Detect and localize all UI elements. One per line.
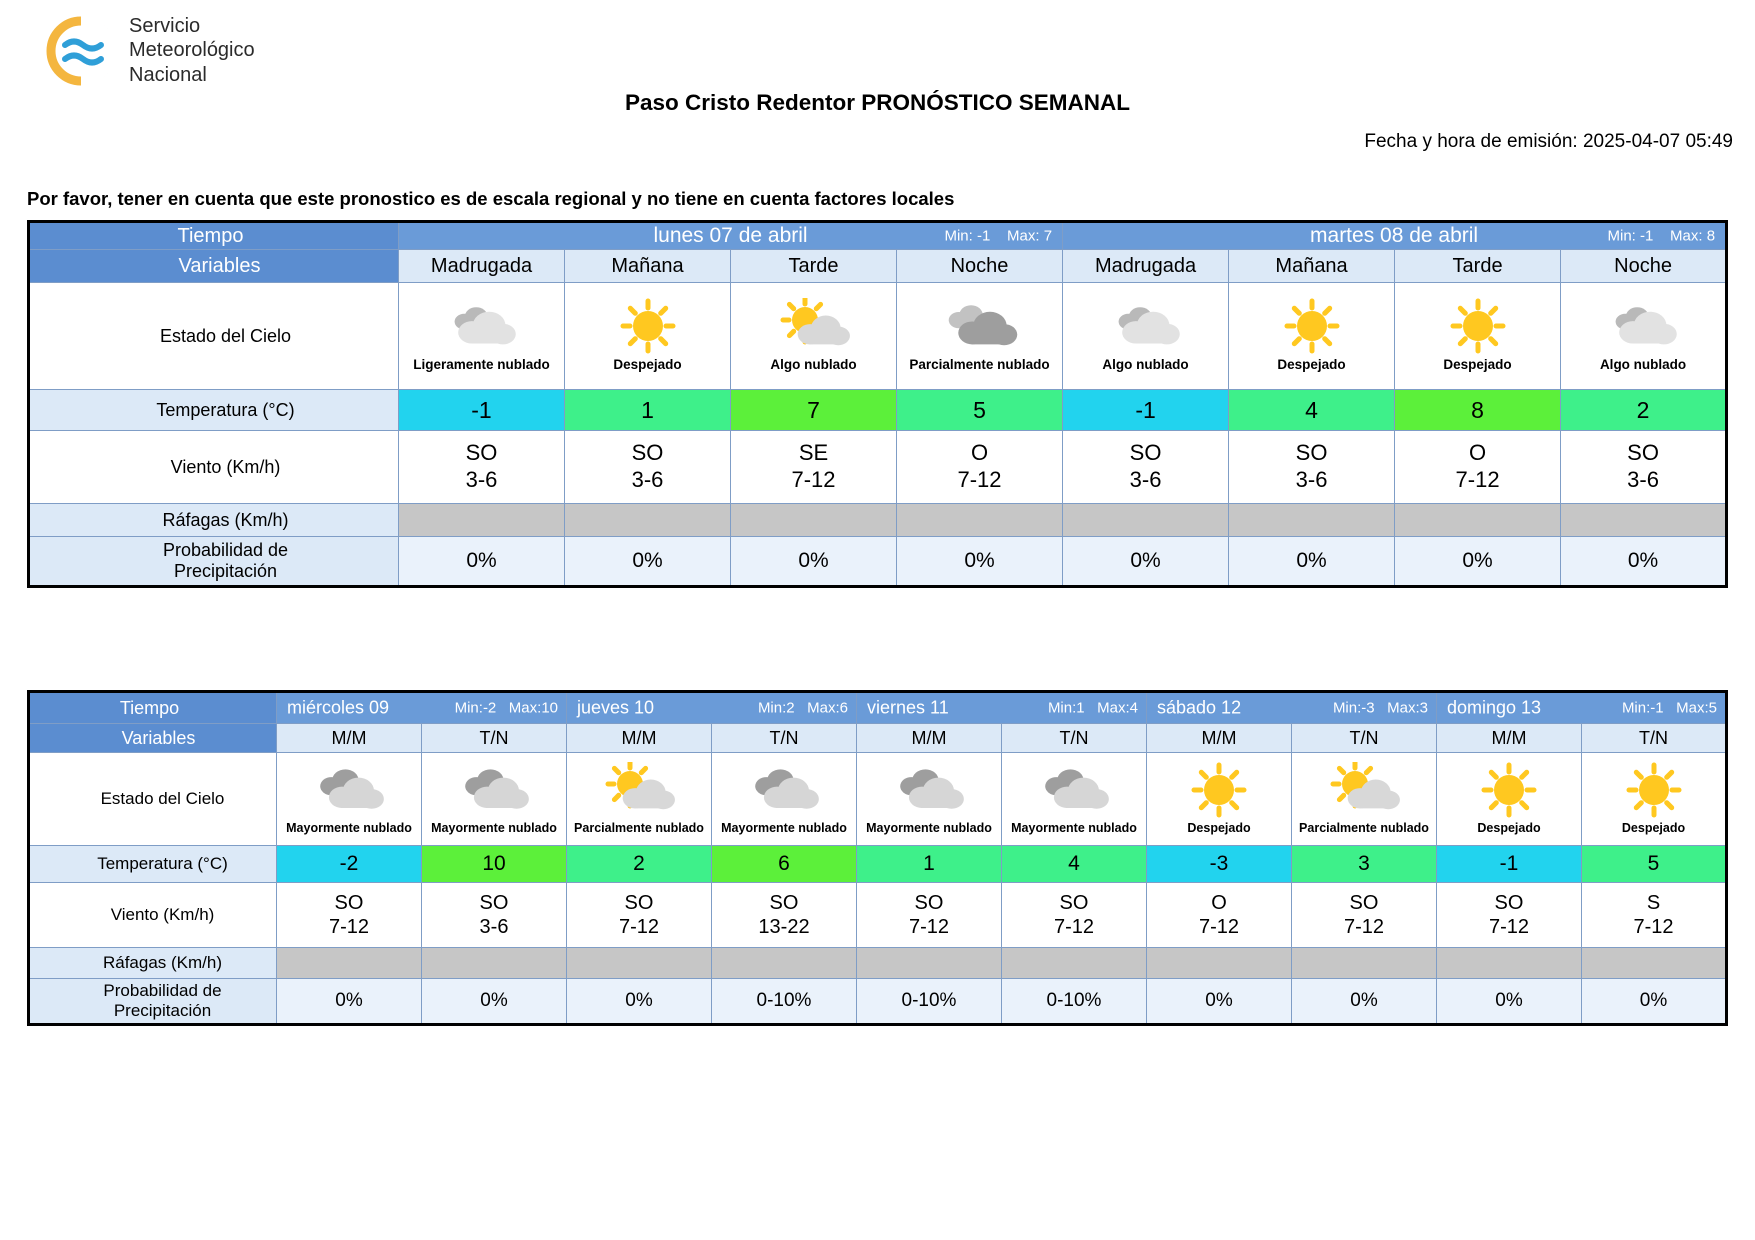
min-value: 2: [786, 699, 795, 717]
gust-cell: [1063, 504, 1229, 537]
sky-cell: [277, 753, 422, 846]
gust-cell: [422, 948, 567, 979]
min-label: Min:: [454, 699, 483, 717]
wind-direction: SO: [914, 891, 944, 914]
precipitation-cell: 0%: [1292, 979, 1437, 1025]
slot-header: Mañana: [1229, 250, 1395, 283]
sky-cell: [1582, 753, 1727, 846]
day-header-cell: [1063, 222, 1727, 250]
gust-cell: [1292, 948, 1437, 979]
precipitation-cell: 0%: [1147, 979, 1292, 1025]
wind-direction: O: [1468, 440, 1487, 466]
gust-cell: [897, 504, 1063, 537]
slot-header: M/M: [857, 724, 1002, 753]
gust-cell: [277, 948, 422, 979]
temperature-cell: 4: [1229, 390, 1395, 431]
slot-header: Mañana: [565, 250, 731, 283]
precipitation-cell: 0%: [1561, 537, 1727, 587]
sky-label: Despejado: [1187, 820, 1251, 835]
wind-speed: 7-12: [1488, 916, 1530, 938]
wind-cell: [1002, 883, 1147, 948]
sky-cell: [1147, 753, 1292, 846]
wind-cell: [1292, 883, 1437, 948]
sky-label: Algo nublado: [1599, 357, 1687, 373]
sky-cell: [1561, 283, 1727, 390]
sky-label: Parcialmente nublado: [574, 820, 704, 835]
table-row-gusts: [29, 504, 1727, 537]
row-label-precipitation: [29, 537, 399, 587]
min-label: Min:: [1047, 699, 1077, 717]
wind-speed: 7-12: [908, 916, 950, 938]
day-name: sábado 12: [1157, 697, 1242, 718]
wind-cell: [277, 883, 422, 948]
day-minmax: [944, 228, 1052, 245]
sun-icon: [1437, 761, 1581, 819]
wind-speed: 7-12: [1633, 916, 1674, 938]
temperature-cell: -3: [1147, 846, 1292, 883]
min-value: -1: [977, 227, 991, 245]
sky-cell: [897, 283, 1063, 390]
wind-cell: [567, 883, 712, 948]
min-label: Min:: [1607, 227, 1636, 245]
sky-cell: [399, 283, 565, 390]
cloud-mostly-icon: [1002, 761, 1146, 819]
sky-label: Algo nublado: [1102, 357, 1189, 373]
gust-cell: [1437, 948, 1582, 979]
gust-cell: [399, 504, 565, 537]
variables-label: Variables: [29, 724, 277, 753]
cloud-mostly-icon: [712, 761, 856, 819]
sky-label: Mayormente nublado: [866, 820, 992, 835]
sky-cell: [1002, 753, 1147, 846]
day-header-cell: [399, 222, 1063, 250]
wind-cell: [712, 883, 857, 948]
sky-cell: [1437, 753, 1582, 846]
temperature-cell: 3: [1292, 846, 1437, 883]
row-label-temperature: Temperatura (°C): [29, 846, 277, 883]
wind-direction: SO: [769, 891, 799, 914]
slot-header: T/N: [712, 724, 857, 753]
day-minmax: [1048, 700, 1138, 717]
wind-direction: SO: [334, 891, 364, 914]
wind-speed: 3-6: [465, 467, 498, 492]
table-row-wind: [29, 883, 1727, 948]
day-name: viernes 11: [867, 697, 949, 718]
max-value: 7: [1043, 227, 1053, 245]
slot-header: M/M: [567, 724, 712, 753]
sun-cloud-icon: [731, 297, 896, 355]
gust-cell: [1147, 948, 1292, 979]
sun-icon: [1582, 761, 1725, 819]
wind-direction: O: [1211, 891, 1227, 914]
sky-label: Parcialmente nublado: [909, 357, 1050, 373]
slot-header: Tarde: [731, 250, 897, 283]
row-label-wind: Viento (Km/h): [29, 431, 399, 504]
min-label: Min:: [1621, 699, 1651, 717]
precipitation-cell: 0%: [1582, 979, 1727, 1025]
wind-cell: [399, 431, 565, 504]
row-label-gusts: Ráfagas (Km/h): [29, 504, 399, 537]
wind-speed: 7-12: [618, 916, 660, 938]
logo-line-1: Servicio: [129, 15, 201, 37]
day-minmax: [1333, 700, 1428, 717]
max-value: 4: [1129, 699, 1138, 717]
sun-icon: [1395, 297, 1560, 355]
day-name: martes 08 de abril: [1310, 224, 1479, 247]
slot-header: T/N: [422, 724, 567, 753]
slot-header: T/N: [1292, 724, 1437, 753]
day-header-cell: [277, 692, 567, 724]
wind-cell: [731, 431, 897, 504]
sky-label: Mayormente nublado: [1011, 820, 1137, 835]
sky-label: Mayormente nublado: [286, 820, 412, 835]
sun-icon: [565, 297, 730, 355]
wind-cell: [1229, 431, 1395, 504]
slot-header: Noche: [897, 250, 1063, 283]
table-row-precipitation: [29, 979, 1727, 1025]
sky-label: Mayormente nublado: [431, 820, 557, 835]
gust-cell: [1561, 504, 1727, 537]
wind-direction: SO: [1627, 440, 1659, 466]
precipitation-cell: 0%: [1437, 979, 1582, 1025]
wind-direction: SO: [1059, 891, 1089, 914]
table-row-gusts: [29, 948, 1727, 979]
cloud-mostly-icon: [277, 761, 421, 819]
min-label: Min:: [757, 699, 787, 717]
max-value: 8: [1706, 227, 1716, 245]
precip-label-line-2: Precipitación: [113, 1001, 212, 1020]
slot-header: M/M: [277, 724, 422, 753]
precipitation-cell: 0-10%: [712, 979, 857, 1025]
max-label: Max:: [508, 699, 542, 717]
sun-cloud-icon: [1292, 761, 1436, 819]
day-header-cell: [857, 692, 1147, 724]
row-label-sky: Estado del Cielo: [29, 283, 399, 390]
cloud-partly-icon: [897, 297, 1062, 355]
precip-label-line-1: Probabilidad de: [103, 981, 222, 1000]
sky-label: Despejado: [1477, 820, 1541, 835]
wind-speed: 7-12: [957, 467, 1002, 492]
max-label: Max:: [807, 699, 840, 717]
gust-cell: [731, 504, 897, 537]
row-label-gusts: Ráfagas (Km/h): [29, 948, 277, 979]
wind-speed: 3-6: [631, 467, 664, 492]
temperature-cell: -1: [399, 390, 565, 431]
precip-label-line-2: Precipitación: [173, 561, 278, 581]
wind-speed: 3-6: [1129, 467, 1162, 492]
sky-cell: [1229, 283, 1395, 390]
cloud-light-icon: [399, 297, 564, 355]
precipitation-cell: 0%: [567, 979, 712, 1025]
slot-header: Madrugada: [399, 250, 565, 283]
wind-cell: [1395, 431, 1561, 504]
precipitation-cell: 0%: [565, 537, 731, 587]
min-label: Min:: [944, 227, 973, 245]
max-value: 6: [839, 699, 848, 717]
gust-cell: [1582, 948, 1727, 979]
min-label: Min:: [1332, 699, 1362, 717]
wind-cell: [857, 883, 1002, 948]
day-name: domingo 13: [1447, 697, 1542, 718]
precipitation-cell: 0%: [399, 537, 565, 587]
day-header-cell: [567, 692, 857, 724]
wind-cell: [1561, 431, 1727, 504]
forecast-table-days-1-2: [27, 220, 1728, 588]
sky-cell: [1292, 753, 1437, 846]
logo-line-3: Nacional: [129, 63, 207, 86]
table-row-sky: [29, 753, 1727, 846]
max-label: Max:: [1007, 227, 1040, 245]
temperature-cell: -1: [1063, 390, 1229, 431]
precipitation-cell: 0%: [1395, 537, 1561, 587]
sky-label: Despejado: [1621, 820, 1686, 835]
temperature-cell: -2: [277, 846, 422, 883]
slot-header: T/N: [1582, 724, 1727, 753]
temperature-cell: 2: [567, 846, 712, 883]
sun-icon: [1147, 761, 1291, 819]
slot-header: T/N: [1002, 724, 1147, 753]
gust-cell: [857, 948, 1002, 979]
cloud-light-icon: [1063, 297, 1228, 355]
max-value: 10: [541, 699, 558, 717]
min-value: -1: [1650, 699, 1664, 717]
sky-cell: [422, 753, 567, 846]
table-row-temperature: [29, 390, 1727, 431]
wind-direction: SO: [1295, 440, 1328, 466]
cloud-mostly-icon: [422, 761, 566, 819]
sky-label: Mayormente nublado: [721, 820, 847, 835]
wind-speed: 7-12: [328, 916, 370, 938]
wind-cell: [897, 431, 1063, 504]
sky-cell: [857, 753, 1002, 846]
min-value: -1: [1640, 227, 1654, 245]
sky-label: Despejado: [1443, 357, 1512, 373]
gust-cell: [565, 504, 731, 537]
temperature-cell: 1: [565, 390, 731, 431]
day-minmax: [758, 700, 848, 717]
day-name: jueves 10: [577, 697, 655, 718]
precipitation-cell: 0%: [277, 979, 422, 1025]
sky-label: Ligeramente nublado: [413, 357, 550, 373]
min-value: -2: [482, 699, 497, 717]
row-label-wind: Viento (Km/h): [29, 883, 277, 948]
temperature-cell: 7: [731, 390, 897, 431]
wind-direction: SO: [1494, 891, 1524, 914]
wind-direction: S: [1646, 891, 1661, 914]
day-minmax: [455, 700, 558, 717]
wind-cell: [565, 431, 731, 504]
wind-speed: 3-6: [1295, 467, 1328, 492]
precipitation-cell: 0-10%: [1002, 979, 1147, 1025]
precipitation-cell: 0%: [897, 537, 1063, 587]
max-label: Max:: [1670, 227, 1703, 245]
sky-cell: [1395, 283, 1561, 390]
emission-datetime: Fecha y hora de emisión: 2025-04-07 05:49: [1364, 131, 1733, 152]
wind-speed: 3-6: [1627, 467, 1659, 492]
wind-cell: [1147, 883, 1292, 948]
smn-logo-text: [129, 14, 255, 87]
min-value: -3: [1361, 699, 1375, 717]
wind-direction: SO: [465, 440, 498, 466]
wind-direction: SO: [1129, 440, 1162, 466]
max-value: 5: [1708, 699, 1717, 717]
slot-header: M/M: [1437, 724, 1582, 753]
max-label: Max:: [1387, 699, 1420, 717]
table-row-sky: [29, 283, 1727, 390]
gust-cell: [1395, 504, 1561, 537]
wind-speed: 7-12: [1455, 467, 1500, 492]
table-row-day-header: [29, 692, 1727, 724]
gust-cell: [567, 948, 712, 979]
document-header: [0, 0, 1755, 209]
table-row-day-header: [29, 222, 1727, 250]
slot-header: M/M: [1147, 724, 1292, 753]
table-row-precipitation: [29, 537, 1727, 587]
wind-speed: 7-12: [1343, 916, 1385, 938]
sun-cloud-icon: [567, 761, 711, 819]
row-label-temperature: Temperatura (°C): [29, 390, 399, 431]
sky-cell: [712, 753, 857, 846]
day-minmax: [1622, 700, 1717, 717]
precip-label-line-1: Probabilidad de: [162, 540, 289, 560]
sky-label: Despejado: [613, 357, 682, 373]
smn-logo: [45, 14, 255, 87]
wind-cell: [422, 883, 567, 948]
sun-icon: [1229, 297, 1394, 355]
logo-line-2: Meteorológico: [129, 39, 255, 62]
wind-direction: O: [970, 440, 989, 466]
temperature-cell: 2: [1561, 390, 1727, 431]
gust-cell: [712, 948, 857, 979]
temperature-cell: 1: [857, 846, 1002, 883]
row-label-precipitation: [29, 979, 277, 1025]
gust-cell: [1002, 948, 1147, 979]
max-label: Max:: [1676, 699, 1709, 717]
table-row-wind: [29, 431, 1727, 504]
precipitation-cell: 0%: [1229, 537, 1395, 587]
page-title: Paso Cristo Redentor PRONÓSTICO SEMANAL: [624, 90, 1131, 115]
wind-direction: SO: [479, 891, 509, 914]
temperature-cell: 8: [1395, 390, 1561, 431]
slot-header: Madrugada: [1063, 250, 1229, 283]
sky-label: Parcialmente nublado: [1299, 820, 1429, 835]
sky-label: Algo nublado: [770, 357, 857, 373]
smn-logo-icon: [45, 15, 117, 87]
gust-cell: [1229, 504, 1395, 537]
sky-label: Despejado: [1277, 357, 1346, 373]
max-label: Max:: [1097, 699, 1130, 717]
wind-cell: [1437, 883, 1582, 948]
table-row-slot-header: [29, 250, 1727, 283]
sky-cell: [731, 283, 897, 390]
precipitation-cell: 0-10%: [857, 979, 1002, 1025]
wind-direction: SO: [631, 440, 664, 466]
temperature-cell: 6: [712, 846, 857, 883]
temperature-cell: 5: [1582, 846, 1727, 883]
wind-direction: SE: [798, 440, 829, 466]
wind-speed: 7-12: [791, 467, 836, 492]
table-row-temperature: [29, 846, 1727, 883]
sky-cell: [1063, 283, 1229, 390]
day-name: miércoles 09: [287, 697, 390, 718]
wind-speed: 7-12: [1198, 916, 1240, 938]
cloud-light-icon: [1561, 297, 1725, 355]
precipitation-cell: 0%: [731, 537, 897, 587]
wind-direction: SO: [624, 891, 654, 914]
sky-cell: [565, 283, 731, 390]
slot-header: Noche: [1561, 250, 1727, 283]
regional-scale-note: Por favor, tener en cuenta que este pronostico es de escala regional y no tiene en cuenta factores locales: [27, 188, 955, 209]
precipitation-cell: 0%: [1063, 537, 1229, 587]
table-row-slot-header: [29, 724, 1727, 753]
precipitation-cell: 0%: [422, 979, 567, 1025]
temperature-cell: -1: [1437, 846, 1582, 883]
row-label-sky: Estado del Cielo: [29, 753, 277, 846]
min-value: 1: [1076, 699, 1085, 717]
wind-cell: [1063, 431, 1229, 504]
day-minmax: [1608, 228, 1716, 245]
wind-speed: 13-22: [758, 916, 810, 938]
wind-speed: 3-6: [479, 916, 509, 938]
wind-direction: SO: [1349, 891, 1379, 914]
day-header-cell: [1437, 692, 1727, 724]
slot-header: Tarde: [1395, 250, 1561, 283]
sky-cell: [567, 753, 712, 846]
day-header-cell: [1147, 692, 1437, 724]
temperature-cell: 4: [1002, 846, 1147, 883]
wind-cell: [1582, 883, 1727, 948]
wind-speed: 7-12: [1053, 916, 1095, 938]
temperature-cell: 5: [897, 390, 1063, 431]
temperature-cell: 10: [422, 846, 567, 883]
cloud-mostly-icon: [857, 761, 1001, 819]
max-value: 3: [1419, 699, 1428, 717]
forecast-table-days-3-7: [27, 690, 1728, 1026]
day-name: lunes 07 de abril: [653, 224, 808, 247]
tiempo-label: Tiempo: [29, 222, 399, 250]
tiempo-label: Tiempo: [29, 692, 277, 724]
variables-label: Variables: [29, 250, 399, 283]
